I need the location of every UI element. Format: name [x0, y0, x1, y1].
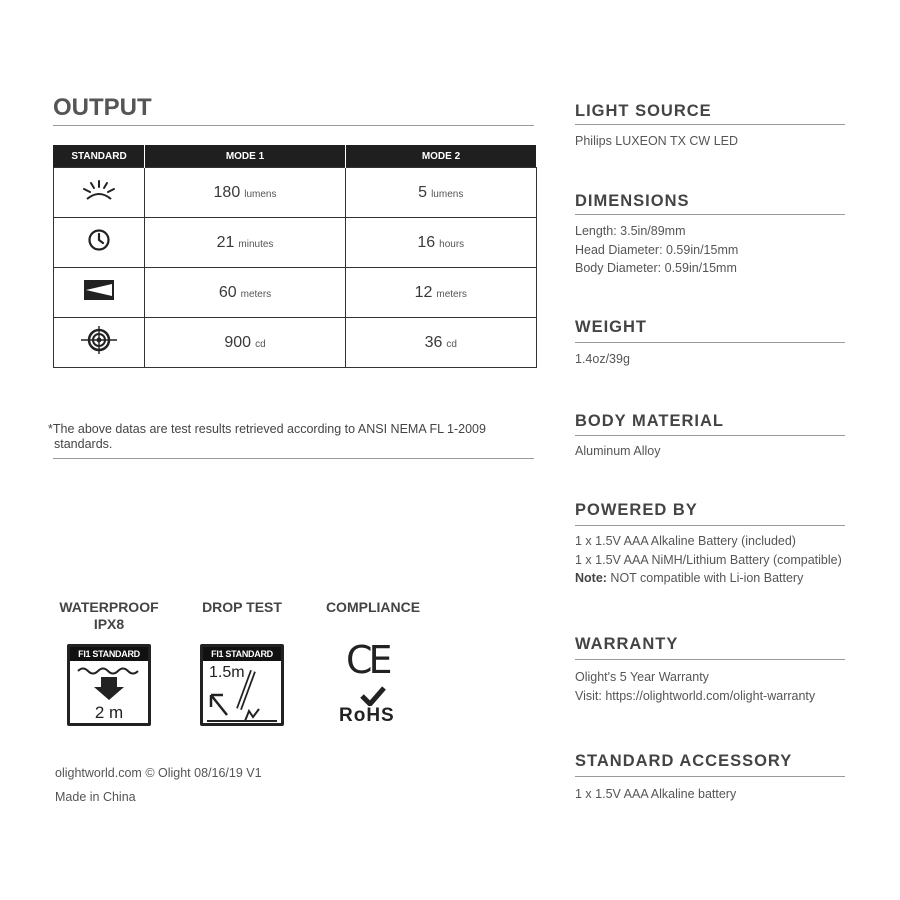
- rohs-label: RoHS: [339, 705, 395, 726]
- mode-1-runtime: 21 minutes: [145, 218, 346, 268]
- waterproof-rating: IPX8: [93, 616, 125, 632]
- mode-1-intensity: 900 cd: [145, 318, 346, 368]
- body-material-title: BODY MATERIAL: [575, 412, 724, 430]
- header-mode-1: MODE 1: [145, 145, 346, 168]
- powered-by-divider: [575, 525, 845, 526]
- powered-by-title: POWERED BY: [575, 501, 698, 519]
- mode-2-lumens: 5 lumens: [346, 168, 537, 218]
- waterproof-badge: [67, 644, 151, 726]
- waterproof-title: WATERPROOF IPX8: [48, 599, 170, 633]
- mode-1-lumens: 180 lumens: [145, 168, 346, 218]
- waterproof-depth: 2 m: [94, 703, 124, 722]
- table-row: [54, 168, 537, 218]
- weight-divider: [575, 342, 845, 343]
- checkmark-icon: [360, 686, 386, 706]
- standard-accessory-title: STANDARD ACCESSORY: [575, 752, 793, 770]
- footnote-line-2: standards.: [54, 437, 113, 451]
- beam-distance-icon: [83, 279, 115, 301]
- clock-icon: [87, 228, 111, 252]
- warranty-divider: [575, 659, 845, 660]
- mode-1-beam-distance: 60 meters: [145, 268, 346, 318]
- light-output-icon: [79, 178, 119, 202]
- header-standard: STANDARD: [54, 145, 145, 168]
- drop-impact-icon: [205, 665, 279, 723]
- dimensions-body: Length: 3.5in/89mm Head Diameter: 0.59in/15mm Body Diameter: 0.59in/15mm: [575, 224, 739, 275]
- drop-test-badge: [200, 644, 284, 726]
- row-icon-cell: [54, 168, 145, 218]
- standard-accessory-divider: [575, 776, 845, 777]
- water-depth-icon: [74, 663, 144, 703]
- footnote-divider: [53, 458, 534, 459]
- drop-test-badge-header: FI1 STANDARD: [203, 647, 281, 661]
- powered-by-body: 1 x 1.5V AAA Alkaline Battery (included) 1 x 1.5V AAA NiMH/Lithium Battery (compatible) Note: NOT compatible with Li-ion Battery: [575, 532, 842, 588]
- table-header-row: [54, 145, 537, 168]
- made-in-text: Made in China: [55, 790, 136, 804]
- standard-accessory-body: 1 x 1.5V AAA Alkaline battery: [575, 787, 737, 801]
- dimensions-title: DIMENSIONS: [575, 192, 690, 210]
- light-source-title: LIGHT SOURCE: [575, 102, 712, 120]
- row-icon-cell: [54, 218, 145, 268]
- compliance-title: COMPLIANCE: [325, 599, 421, 615]
- body-material-divider: [575, 435, 845, 436]
- light-source-body: Philips LUXEON TX CW LED: [575, 134, 739, 148]
- light-source-divider: [575, 124, 845, 125]
- table-row: [54, 218, 537, 268]
- warranty-body: Olight's 5 Year Warranty Visit: https://olightworld.com/olight-warranty: [575, 668, 815, 705]
- output-table: [53, 145, 537, 368]
- table-row: [54, 318, 537, 368]
- table-row: [54, 268, 537, 318]
- footnote-line-1: *The above datas are test results retrieved according to ANSI NEMA FL 1-2009: [48, 422, 486, 436]
- body-material-body: Aluminum Alloy: [575, 444, 661, 458]
- output-title: OUTPUT: [53, 94, 152, 121]
- header-mode-2: MODE 2: [346, 145, 537, 168]
- drop-height: 1.5m: [209, 664, 245, 681]
- target-icon: [79, 325, 119, 355]
- row-icon-cell: [54, 268, 145, 318]
- warranty-link[interactable]: Visit: https://olightworld.com/olight-warranty: [575, 688, 816, 703]
- mode-2-beam-distance: 12 meters: [346, 268, 537, 318]
- ce-mark: CE: [346, 638, 389, 682]
- output-divider: [53, 125, 534, 126]
- mode-2-runtime: 16 hours: [346, 218, 537, 268]
- copyright-text: olightworld.com © Olight 08/16/19 V1: [55, 766, 262, 780]
- weight-body: 1.4oz/39g: [575, 352, 630, 366]
- mode-2-intensity: 36 cd: [346, 318, 537, 368]
- ansi-footnote: [48, 422, 548, 452]
- drop-test-title: DROP TEST: [202, 599, 282, 615]
- weight-title: WEIGHT: [575, 318, 647, 336]
- warranty-title: WARRANTY: [575, 635, 679, 653]
- powered-by-note: Note: NOT compatible with Li-ion Battery: [575, 571, 804, 585]
- dimensions-divider: [575, 214, 845, 215]
- waterproof-badge-header: FI1 STANDARD: [70, 647, 148, 661]
- row-icon-cell: [54, 318, 145, 368]
